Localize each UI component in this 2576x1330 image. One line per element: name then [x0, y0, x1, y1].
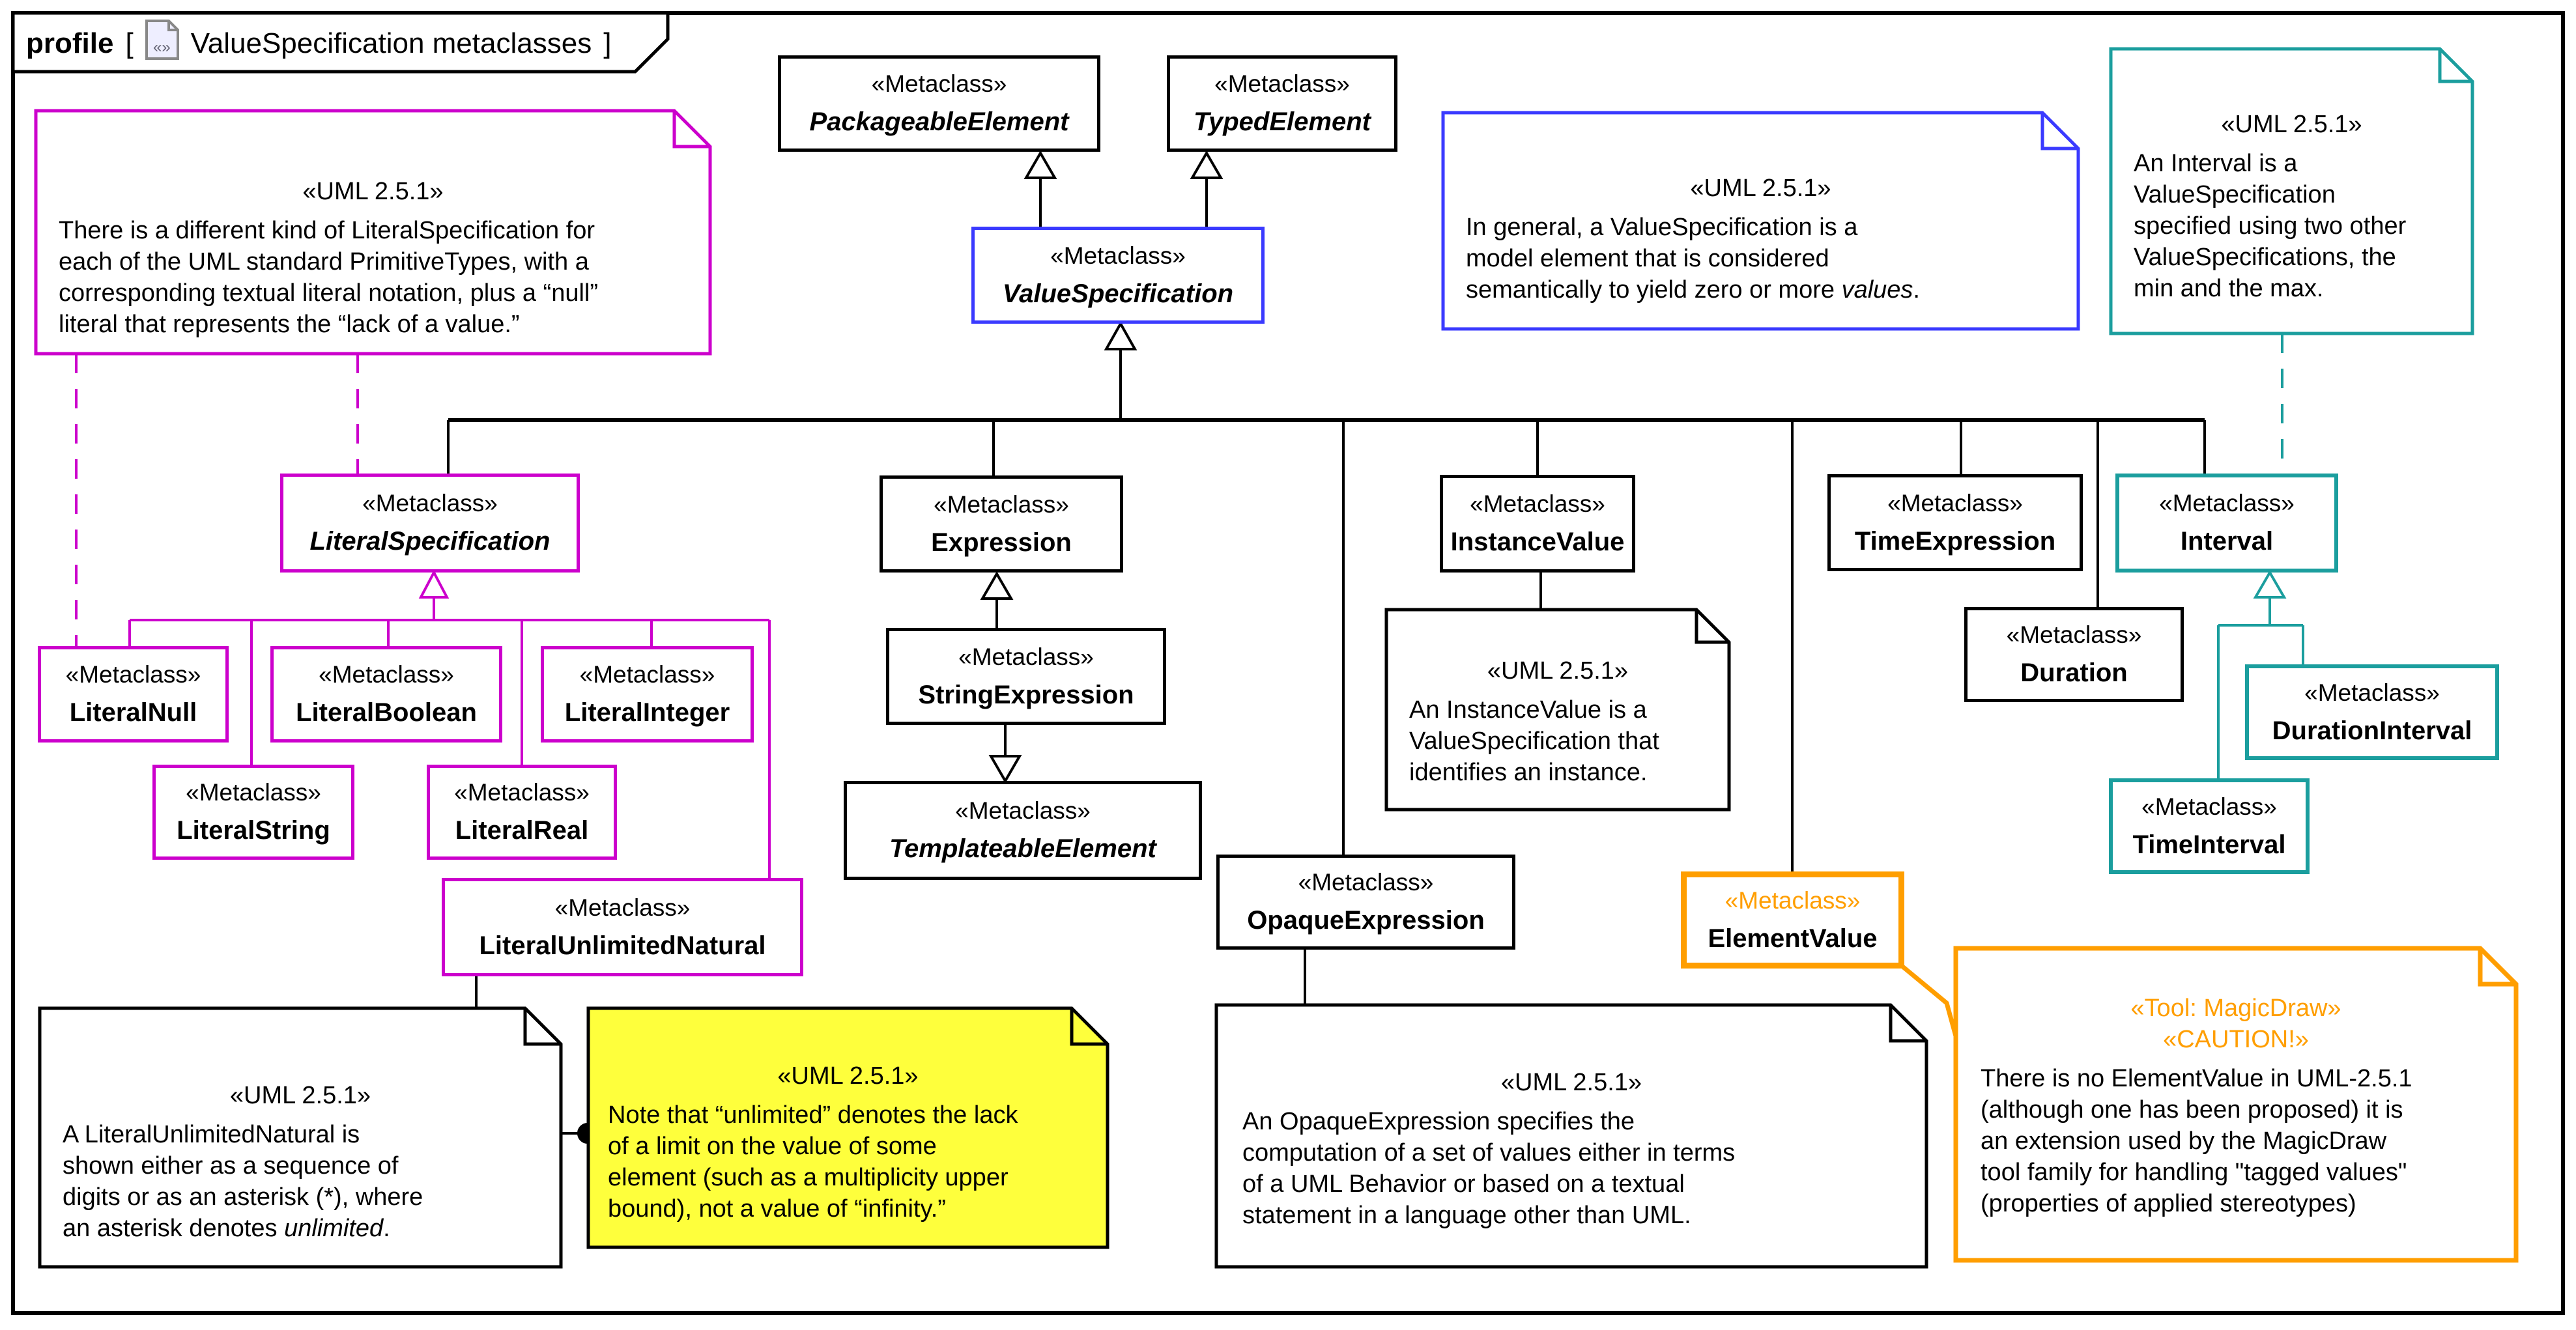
- stereotype-label: «Metaclass»: [65, 661, 201, 688]
- class-literal-string[interactable]: [152, 765, 354, 860]
- note-heading-caution: «CAUTION!»: [2163, 1026, 2309, 1053]
- note-line: an asterisk denotes unlimited.: [63, 1215, 390, 1242]
- note-line: computation of a set of values either in terms: [1242, 1139, 1736, 1167]
- class-expression[interactable]: [880, 475, 1123, 573]
- class-name: Expression: [931, 528, 1072, 557]
- class-duration[interactable]: [1964, 607, 2184, 702]
- stereotype-label: «Metaclass»: [934, 490, 1069, 518]
- class-name: LiteralSpecification: [309, 527, 551, 556]
- note-line: model element that is considered: [1466, 245, 1829, 272]
- stereotype-label: «Metaclass»: [579, 661, 715, 688]
- note-line: ValueSpecification that: [1409, 728, 1659, 755]
- stereotype-label: «Metaclass»: [958, 643, 1094, 670]
- note-heading: «UML 2.5.1»: [777, 1062, 919, 1090]
- note-value-specification: [1443, 113, 2078, 329]
- note-line: An InstanceValue is a: [1409, 696, 1647, 724]
- class-literal-integer[interactable]: [541, 646, 754, 743]
- note-line: an extension used by the MagicDraw: [1981, 1127, 2387, 1155]
- diagram-icon: [145, 20, 179, 67]
- note-line: min and the max.: [2134, 275, 2324, 302]
- note-line: shown either as a sequence of: [63, 1152, 399, 1180]
- class-name: ValueSpecification: [1002, 279, 1234, 308]
- class-duration-interval[interactable]: [2245, 664, 2499, 760]
- note-line: There is no ElementValue in UML-2.5.1: [1981, 1065, 2412, 1092]
- class-name: LiteralBoolean: [296, 698, 477, 727]
- note-literal-specification: [36, 111, 710, 354]
- note-line: statement in a language other than UML.: [1242, 1202, 1691, 1229]
- class-literal-boolean[interactable]: [270, 646, 502, 743]
- note-line: each of the UML standard PrimitiveTypes, with a: [59, 248, 589, 276]
- class-name: InstanceValue: [1450, 528, 1625, 556]
- stereotype-label: «Metaclass»: [1214, 70, 1350, 97]
- stereotype-label: «Metaclass»: [319, 661, 454, 688]
- note-heading: «UML 2.5.1»: [1500, 1069, 1642, 1096]
- gen-vs-packageable-arrow: [1026, 153, 1055, 178]
- class-name: Duration: [2020, 658, 2128, 687]
- note-line: An Interval is a: [2134, 150, 2298, 177]
- stereotype-label: «Metaclass»: [1724, 886, 1861, 914]
- stereotype-label: «Metaclass»: [1050, 242, 1186, 269]
- note-line: (properties of applied stereotypes): [1981, 1190, 2356, 1217]
- note-heading: «UML 2.5.1»: [2221, 111, 2362, 138]
- class-literal-null[interactable]: [38, 646, 229, 743]
- note-line: ValueSpecifications, the: [2134, 244, 2396, 271]
- note-heading: «UML 2.5.1»: [302, 178, 444, 205]
- note-line: semantically to yield zero or more values.: [1466, 276, 1920, 304]
- class-instance-value[interactable]: [1440, 475, 1635, 573]
- class-element-value[interactable]: [1681, 871, 1904, 969]
- frame-bracket-open: [: [125, 27, 134, 59]
- stereotype-label: «Metaclass»: [454, 779, 590, 806]
- note-line: There is a different kind of LiteralSpecification for: [59, 217, 595, 244]
- stereotype-label: «Metaclass»: [2159, 490, 2295, 516]
- frame-bracket-close: ]: [603, 27, 612, 59]
- class-name: ElementValue: [1708, 924, 1878, 953]
- stereotype-label: «Metaclass»: [2304, 679, 2440, 706]
- note-line: A LiteralUnlimitedNatural is: [63, 1121, 360, 1148]
- note-line: identifies an instance.: [1409, 759, 1648, 786]
- class-name: OpaqueExpression: [1247, 906, 1485, 935]
- note-interval: [2111, 49, 2472, 333]
- note-line: digits or as an asterisk (*), where: [63, 1183, 423, 1211]
- svg-text:«»: «»: [152, 38, 171, 56]
- class-literal-real[interactable]: [427, 765, 617, 860]
- gen-literals-arrow: [421, 573, 447, 597]
- class-name: TimeExpression: [1854, 526, 2056, 556]
- class-name: DurationInterval: [2272, 716, 2472, 745]
- gen-subclasses-vs-arrow: [1106, 324, 1135, 349]
- note-line: In general, a ValueSpecification is a: [1466, 214, 1858, 241]
- class-string-expression[interactable]: [886, 628, 1166, 725]
- stereotype-label: «Metaclass»: [1298, 869, 1434, 896]
- class-value-specification[interactable]: [971, 227, 1265, 324]
- note-line: ValueSpecification: [2134, 181, 2336, 208]
- note-line: bound), not a value of “infinity.”: [608, 1195, 946, 1223]
- class-interval[interactable]: [2115, 474, 2338, 573]
- stereotype-label: «Metaclass»: [871, 70, 1007, 97]
- note-line: Note that “unlimited” denotes the lack: [608, 1101, 1018, 1129]
- stereotype-label: «Metaclass»: [1887, 489, 2023, 516]
- note-element-value-caution: [1956, 948, 2516, 1260]
- gen-vs-typed-arrow: [1192, 153, 1221, 178]
- note-line: of a UML Behavior or based on a textual: [1242, 1170, 1685, 1198]
- stereotype-label: «Metaclass»: [362, 490, 498, 516]
- note-line: (although one has been proposed) it is: [1981, 1096, 2403, 1124]
- frame-diagram-name: ValueSpecification metaclasses: [190, 27, 592, 59]
- note-line: of a limit on the value of some: [608, 1133, 937, 1160]
- class-name: TypedElement: [1194, 107, 1371, 136]
- class-name: LiteralUnlimitedNatural: [479, 931, 766, 960]
- note-unlimited: [588, 1008, 1108, 1247]
- note-instance-value: [1386, 610, 1729, 810]
- note-line: An OpaqueExpression specifies the: [1242, 1108, 1635, 1135]
- gen-stringexpr-templateable-arrow: [991, 756, 1020, 781]
- class-name: TimeInterval: [2132, 830, 2286, 859]
- class-name: PackageableElement: [809, 107, 1069, 136]
- note-line: element (such as a multiplicity upper: [608, 1164, 1009, 1191]
- frame-header: [26, 20, 651, 67]
- class-literal-specification[interactable]: [280, 474, 580, 573]
- stereotype-label: «Metaclass»: [554, 894, 691, 921]
- class-name: LiteralString: [177, 816, 330, 845]
- class-name: StringExpression: [918, 680, 1134, 709]
- class-time-expression[interactable]: [1827, 474, 2083, 571]
- stereotype-label: «Metaclass»: [1470, 490, 1605, 517]
- class-packageable-element[interactable]: [778, 55, 1100, 152]
- frame-keyword: profile: [26, 27, 114, 59]
- class-opaque-expression[interactable]: [1216, 855, 1515, 950]
- note-heading-tool: «Tool: MagicDraw»: [2130, 995, 2341, 1022]
- class-name: LiteralReal: [455, 816, 589, 845]
- stereotype-label: «Metaclass»: [2141, 793, 2277, 820]
- note-line: literal that represents the “lack of a value.”: [59, 311, 520, 338]
- class-name: LiteralInteger: [564, 698, 730, 727]
- class-name: TemplateableElement: [889, 834, 1156, 863]
- note-heading: «UML 2.5.1»: [1487, 657, 1629, 685]
- note-line: corresponding textual literal notation, plus a “null”: [59, 279, 599, 307]
- note-line: tool family for handling "tagged values": [1981, 1159, 2407, 1186]
- gen-stringexpr-expression-arrow: [982, 574, 1011, 599]
- class-name: Interval: [2180, 527, 2274, 556]
- stereotype-label: «Metaclass»: [955, 797, 1091, 824]
- class-literal-unlimited-natural[interactable]: [442, 878, 803, 976]
- class-typed-element[interactable]: [1167, 55, 1397, 152]
- gen-intervals-arrow: [2255, 573, 2284, 597]
- class-templateable-element[interactable]: [844, 781, 1202, 880]
- class-name: LiteralNull: [69, 698, 197, 727]
- note-opaque-expression: [1216, 1005, 1926, 1267]
- class-time-interval[interactable]: [2109, 778, 2310, 874]
- note-heading: «UML 2.5.1»: [1690, 175, 1831, 202]
- stereotype-label: «Metaclass»: [186, 779, 321, 806]
- note-line: specified using two other: [2134, 212, 2407, 240]
- stereotype-label: «Metaclass»: [2006, 621, 2142, 648]
- note-heading: «UML 2.5.1»: [229, 1082, 371, 1109]
- note-literal-unlimited-natural: [40, 1008, 561, 1267]
